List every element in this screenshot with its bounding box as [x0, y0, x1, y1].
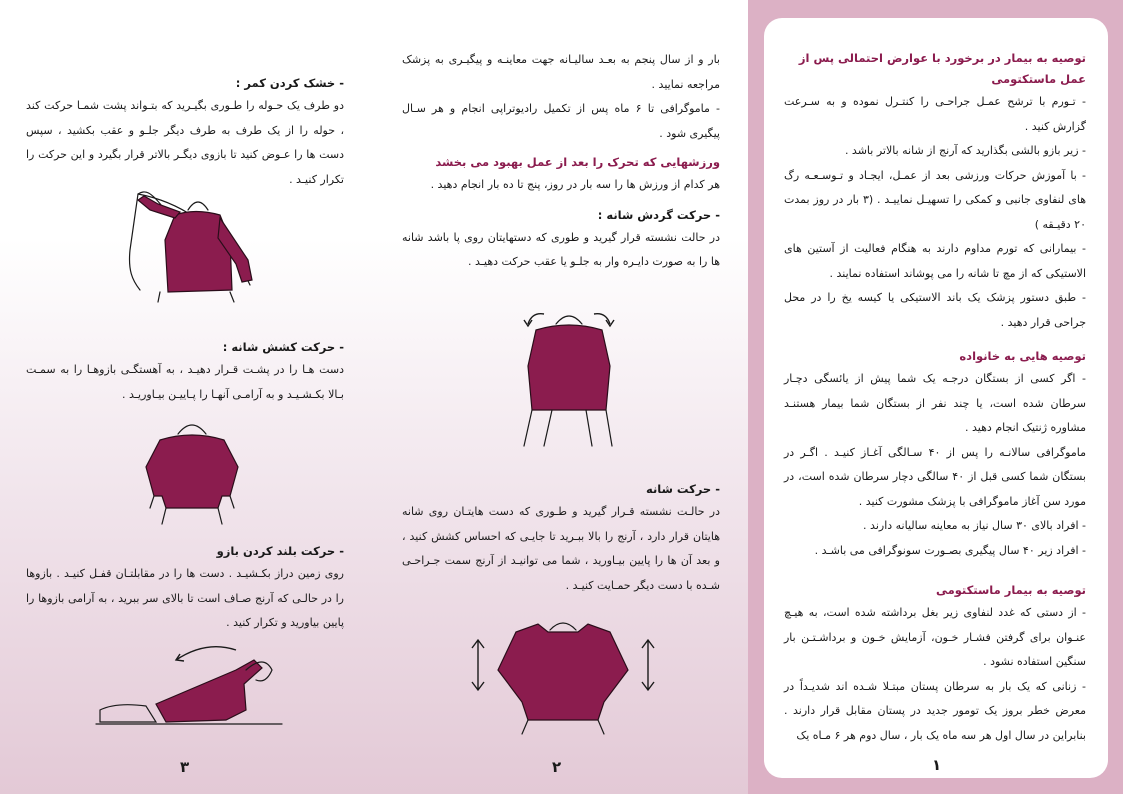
shoulder-pull-block	[26, 336, 344, 407]
head-outline	[178, 425, 206, 434]
page-1-card	[764, 18, 1108, 778]
exercise-heading: ورزشهایی که تحرک را بعد از عمل بهبود می بخشد	[435, 155, 720, 169]
page-3-panel	[0, 0, 374, 794]
family-item-4: - افراد زیر ۴۰ سال پیگیری بصـورت سونوگرافی می باشـد .	[814, 543, 1086, 557]
family-text	[784, 367, 1086, 563]
exercise-intro: هر کدام از ورزش ها را سه بار در روز، پنج تا ده بار انجام دهید .	[430, 178, 720, 191]
shoulder-block	[402, 478, 720, 598]
legs-lines	[158, 292, 234, 302]
head-outline	[188, 202, 208, 210]
postop-item-5: - طبق دستور پزشک یک باند الاستیکی یا کیسه یخ را در محل جراحی قرار دهید .	[784, 291, 1086, 329]
postop-item-3: - با آموزش حرکات ورزشی بعد از عمـل، ایجـاد و تـوسـعـه رگ های لنفاوی جانبی و کمکی را تسهیـل نماییـد . (۳ بار در روز بمدت ۲۰ دقیـقه )	[784, 168, 1086, 231]
family-item-1: - اگر کسی از بستگان درجـه یک شما پیش از یائسگی دچـار سرطان شده است، یا چند نفر از بستگان شما بیمار هستنـد مشاوره ژنتیک انجام دهید .	[784, 372, 1086, 434]
mastectomy-item-2: - زنانی که یک بار به سرطان پستان مبتـلا شـده اند شدیـداً در معرض خطر بروز یک تومور جدید در پستان مقابل قرار دارند . بنابراین در سال اول هر سه ماه یک بار ، سال دوم هر ۶ مـاه یک	[784, 679, 1086, 742]
family-heading: توصیه هایی به خانواده	[959, 349, 1086, 363]
arm-raise-block	[26, 540, 344, 636]
postop-item-1: - تـورم با ترشح عمـل جراحـی را کنتـرل نموده و به سـرعت گزارش کنید .	[784, 95, 1086, 133]
followup-text	[402, 48, 720, 146]
head-outline	[550, 623, 576, 630]
shoulder-title: - حرکت شانه	[645, 482, 720, 496]
torso-shape	[146, 435, 238, 508]
shoulder-movement-illustration	[468, 610, 658, 735]
family-item-2: ماموگرافی سالانـه را پس از ۴۰ سـالگی آغـاز کنیـد . اگـر در بستگان شما کسی قبل از ۴۰ سالگی دچار سرطان شده است، در مورد سن آغاز ماموگرافی با پزشک مشورت کنید .	[784, 445, 1086, 508]
shoulder-text: در حالـت نشسته قـرار گیرید و طـوری که دست هایتـان روی شانه هایتان قرار دارد ، آرنج را بالا ببـرید تا جایـی که احساس کشش کنید ، و بعد آن ها را پایین بیـاورید ، شما می توانیـد از آرنج سمت جـراحـی شـده با دست دیگر حمـایت کنیـد .	[402, 505, 720, 592]
towel-exercise-illustration	[110, 180, 270, 305]
rotation-title: - حرکت گردش شانه :	[597, 207, 720, 222]
postop-heading: توصیه به بیمار در برخورد با عوارض احتمالی پس از عمل ماستکتومی	[798, 51, 1086, 86]
page-number-1: ۱	[932, 756, 942, 774]
mastectomy-section	[784, 580, 1086, 748]
mastectomy-text	[784, 601, 1086, 748]
postop-section	[784, 48, 1086, 335]
motion-arrow	[176, 647, 236, 660]
legs-lines	[524, 410, 612, 446]
postop-item-4: - بیمارانی که تورم مداوم دارند به هنگام فعالیت از آستین های الاستیکی که از مچ تا شانه را می پوشاند استفاده نمایند .	[784, 242, 1086, 280]
postop-item-2: - زیر بازو بالشی بگذارید که آرنج از شانه بالاتر باشد .	[844, 144, 1086, 157]
family-item-3: - افراد بالای ۳۰ سال نیاز به معاینه سالیانه دارند .	[863, 519, 1086, 532]
mastectomy-item-1: - از دستی که غدد لنفاوی زیر بغل برداشته شده است، به هیـچ عنـوان برای گرفتن فشـار خـون، آزمایش خـون و برداشـتـن بار سنگین استفاده نشود .	[784, 606, 1086, 668]
head-outline	[556, 316, 582, 324]
shoulder-pull-text: دست هـا را در پشـت قـرار دهیـد ، به آهستگـی بازوهـا را به سمـت بـالا بکـشـیـد و به آرامـی آنهـا را پـاییـن بیـاوریـد .	[26, 363, 344, 401]
arm-raise-text: روی زمین دراز بکـشیـد . دست ها را در مقابلتـان قفـل کنیـد . بازوها را در حالـی که آرنج صـاف است تا بالای سر ببرید ، به آرامی بازوها را پایین بیاورید و تکرار کنید .	[26, 567, 344, 629]
page-1-panel	[748, 0, 1123, 794]
legs-lines	[162, 508, 222, 524]
towel-exercise-text: دو طرف یک حـوله را طـوری بگیـرید که بتـواند پشت شمـا حرکت کند ، حوله را از یک طرف به طرف دیگر جلـو و عقب بکشید ، سپس دست ها را عـوض کنید تا بازوی دیگـر بالاتر قرار بگیرد و این حرکت را تکرار کنیـد .	[26, 99, 344, 186]
followup-block	[402, 48, 720, 275]
page-2-panel	[374, 0, 748, 794]
mastectomy-heading: توصیه به بیمار ماستکتومی	[935, 583, 1086, 597]
legs-lines	[522, 720, 604, 734]
arm-raise-title: - حرکت بلند کردن بازو	[216, 544, 344, 558]
right-updown-arrow	[642, 640, 654, 690]
arm-raise-illustration	[96, 640, 286, 730]
towel-exercise-title: - خشک کردن کمر :	[235, 76, 344, 90]
followup-line-1: بار و از سال پنجم به بعـد سالیـانه جهت معاینـه و پیگیـری به پزشک مراجعه نمایید .	[402, 53, 720, 91]
rotation-text: در حالت نشسته قرار گیرید و طوری که دستهایتان روی پا باشد شانه ها را به صورت دایـره وار به جلـو یا عقب حرکت دهیـد .	[402, 230, 720, 268]
shoulder-pull-title: - حرکت کشش شانه :	[222, 340, 344, 354]
postop-text	[784, 90, 1086, 335]
torso-shape	[528, 325, 610, 410]
left-updown-arrow	[472, 640, 484, 690]
page-number-3: ۳	[180, 758, 190, 776]
torso-shape	[498, 624, 628, 720]
floor-pillow	[100, 705, 156, 722]
shoulder-rotation-illustration	[514, 306, 624, 456]
towel-exercise-block	[26, 72, 344, 192]
shoulder-pull-illustration	[122, 412, 262, 527]
page-number-2: ۲	[552, 758, 562, 776]
followup-line-2: - ماموگرافی تا ۶ ماه پس از تکمیل رادیوتراپی انجام و هر سـال پیگیری شود .	[402, 102, 720, 140]
family-section	[784, 346, 1086, 563]
